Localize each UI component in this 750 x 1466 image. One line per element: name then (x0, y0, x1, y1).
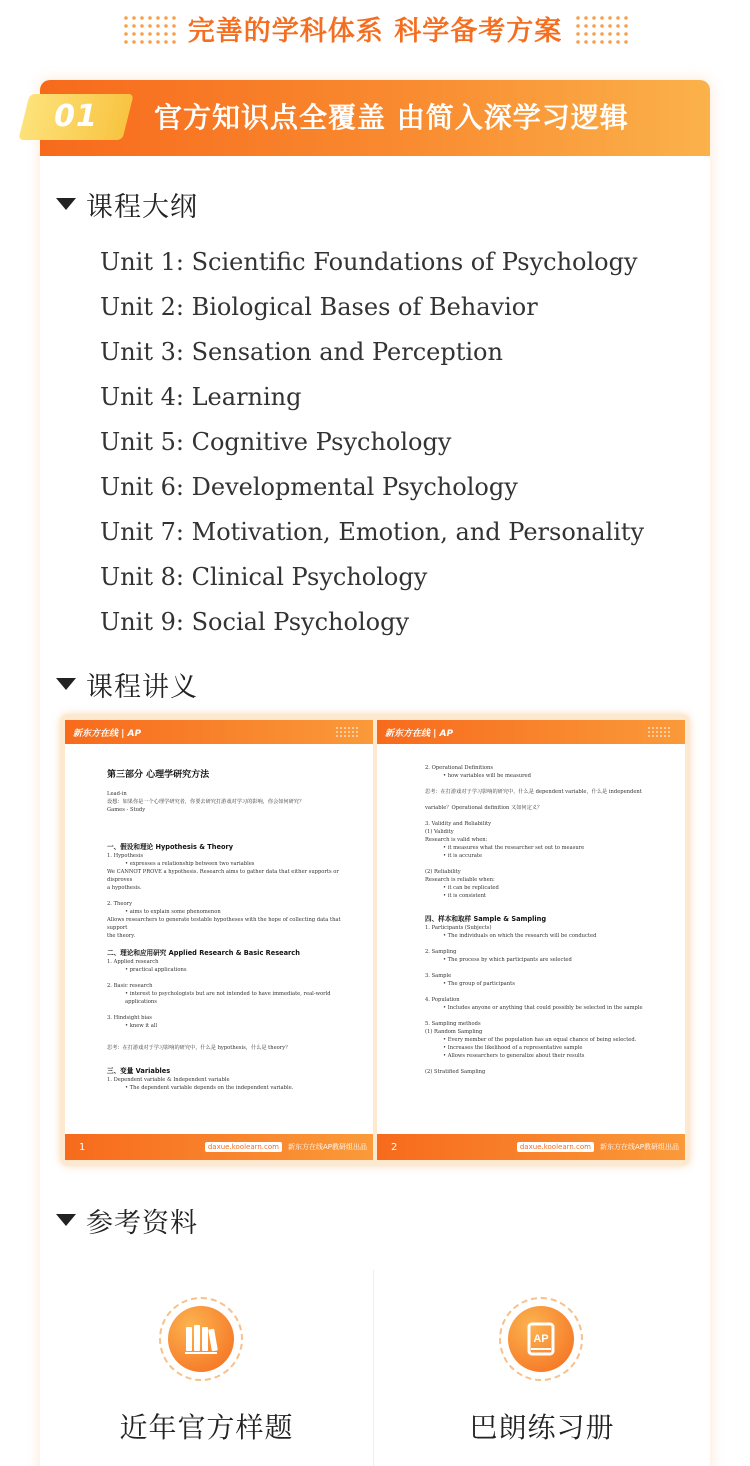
text-line: 2. Theory (107, 901, 133, 907)
credit-text: 新东方在线AP教研组出品 (287, 1143, 367, 1151)
unit-item: Unit 3: Sensation and Perception (100, 338, 503, 366)
handout-heading[interactable] (56, 664, 198, 704)
brand-logo: 新东方在线 | AP (73, 728, 142, 739)
text-line: We CANNOT PROVE a hypothesis. Research aims to gather data that either supports or disproves (107, 869, 339, 883)
references-heading[interactable] (56, 1200, 198, 1240)
triangle-down-icon (56, 198, 76, 210)
bullet-line: • aims to explain some phenomenon (125, 909, 221, 915)
handout-page-1 (65, 720, 373, 1160)
reference-official-samples[interactable] (40, 1270, 373, 1466)
text-line: Research is valid when: (425, 837, 488, 843)
bullet-line: • Allows researchers to generalize about their results (443, 1053, 585, 1059)
decorative-dots (335, 726, 359, 738)
bullet-line: • expresses a relationship between two variables (125, 861, 255, 867)
text-line: a hypothesis. (107, 885, 142, 891)
banner-title: 官方知识点全覆盖 由简入深学习逻辑 (154, 101, 629, 134)
brand-logo: 新东方在线 | AP (385, 728, 454, 739)
section-heading: 一、假设和理论 Hypothesis & Theory (107, 843, 234, 851)
site-url: daxue.koolearn.com (517, 1142, 594, 1152)
bullet-line: • practical applications (125, 967, 187, 973)
bullet-line: • Includes anyone or anything that could possibly be selected in the sample (443, 1005, 643, 1011)
text-line: 4. Population (425, 997, 460, 1003)
text-line: the theory. (107, 933, 136, 939)
decorative-dots-right (574, 14, 630, 46)
bullet-line: • how variables will be measured (443, 773, 531, 779)
text-line: variable？Operational definition 又如何定义？ (425, 805, 543, 811)
bullet-line: • The individuals on which the research will be conducted (443, 933, 597, 939)
text-line: (1) Random Sampling (425, 1029, 483, 1035)
handout-preview[interactable] (60, 714, 690, 1166)
text-line: 1. Hypothesis (107, 853, 143, 859)
site-url: daxue.koolearn.com (205, 1142, 282, 1152)
ap-book-icon (508, 1306, 574, 1372)
text-line: (1) Validity (425, 829, 454, 835)
reference-label: 巴朗练习册 (469, 1411, 615, 1444)
text-line: 5. Sampling methods (425, 1021, 481, 1027)
unit-item: Unit 2: Biological Bases of Behavior (100, 293, 538, 321)
text-line: 思考：在打游戏对于学习影响的研究中，什么是 hypothesis，什么是 theory？ (107, 1045, 291, 1051)
decorative-dots-left (122, 14, 178, 46)
text-line: Research is reliable when: (425, 877, 495, 883)
text-line: 3. Validity and Reliability (425, 821, 492, 827)
section-heading: 四、样本和取样 Sample & Sampling (425, 915, 547, 923)
bullet-line: • interest to psychologists but are not intended to have immediate, real-world applications (125, 991, 331, 1005)
decorative-dots (647, 726, 671, 738)
triangle-down-icon (56, 678, 76, 690)
unit-item: Unit 6: Developmental Psychology (100, 473, 518, 501)
section-heading: 三、变量 Variables (107, 1067, 171, 1075)
bullet-line: • Every member of the population has an equal chance of being selected. (443, 1037, 637, 1043)
triangle-down-icon (56, 1214, 76, 1226)
text-line: 3. Hindsight bias (107, 1015, 152, 1021)
section-heading: 二、理论和应用研究 Applied Research & Basic Research (107, 949, 300, 957)
bullet-line: • The dependent variable depends on the independent variable. (125, 1085, 294, 1091)
text-line: (2) Stratified Sampling (425, 1069, 486, 1075)
text-line: 2. Sampling (425, 949, 457, 955)
text-line: Allows researchers to generate testable hypotheses with the hope of collecting data that support (107, 917, 341, 931)
bullet-line: • The group of participants (443, 981, 515, 987)
page-title: 完善的学科体系 科学备考方案 (187, 16, 563, 47)
text-line: 设想：如果你是一个心理学研究者，你要去研究打游戏对学习的影响，你会如何研究？ (107, 799, 305, 805)
page-number: 1 (79, 1141, 86, 1153)
outline-heading[interactable] (56, 184, 198, 224)
unit-item: Unit 7: Motivation, Emotion, and Personality (100, 518, 645, 546)
unit-item: Unit 9: Social Psychology (100, 608, 410, 636)
page-body (425, 764, 675, 1076)
page-heading: 第三部分 心理学研究方法 (107, 770, 210, 780)
text-line: 1. Dependent variable & Independent variable (107, 1077, 230, 1083)
unit-item: Unit 4: Learning (100, 383, 302, 411)
reference-label: 近年官方样题 (119, 1411, 294, 1444)
page-header (377, 720, 685, 744)
text-line: Games - Study (107, 807, 146, 813)
page-footer (377, 1134, 685, 1160)
section-number: 01 (54, 99, 98, 134)
page-body (107, 768, 357, 1092)
references-heading-label: 参考资料 (86, 1207, 198, 1239)
page-header (65, 720, 373, 744)
text-line: 1. Participants (Subjects) (425, 925, 492, 931)
bullet-line: • it is accurate (443, 853, 483, 859)
text-line: 2. Operational Definitions (425, 765, 493, 771)
handout-heading-label: 课程讲义 (86, 671, 198, 703)
page-number: 2 (391, 1141, 398, 1153)
unit-item: Unit 5: Cognitive Psychology (100, 428, 452, 456)
bullet-line: • it measures what the researcher set out to measure (443, 845, 585, 851)
page-footer (65, 1134, 373, 1160)
text-line: 1. Applied research (107, 959, 159, 965)
ap-icon-text: AP (533, 1333, 549, 1345)
bullet-line: • knew it all (125, 1023, 158, 1029)
bullet-line: • it can be replicated (443, 885, 499, 891)
text-line: (2) Reliability (425, 869, 461, 875)
text-line: Lead-in (107, 791, 127, 797)
text-line: 2. Basic research (107, 983, 153, 989)
unit-item: Unit 8: Clinical Psychology (100, 563, 428, 591)
outline-heading-label: 课程大纲 (86, 191, 198, 223)
unit-list (100, 240, 644, 645)
handout-page-2 (377, 720, 685, 1160)
books-icon (168, 1306, 234, 1372)
text-line: 思考：在打游戏对于学习影响的研究中，什么是 dependent variable，什么是 independent (425, 789, 642, 795)
credit-text: 新东方在线AP教研组出品 (599, 1143, 679, 1151)
unit-item: Unit 1: Scientific Foundations of Psychology (100, 248, 638, 276)
text-line: 3. Sample (425, 973, 452, 979)
bullet-line: • Increases the likelihood of a representative sample (443, 1045, 583, 1051)
bullet-line: • The process by which participants are selected (443, 957, 572, 963)
reference-barron-workbook[interactable] (373, 1270, 710, 1466)
bullet-line: • it is consistent (443, 893, 487, 899)
